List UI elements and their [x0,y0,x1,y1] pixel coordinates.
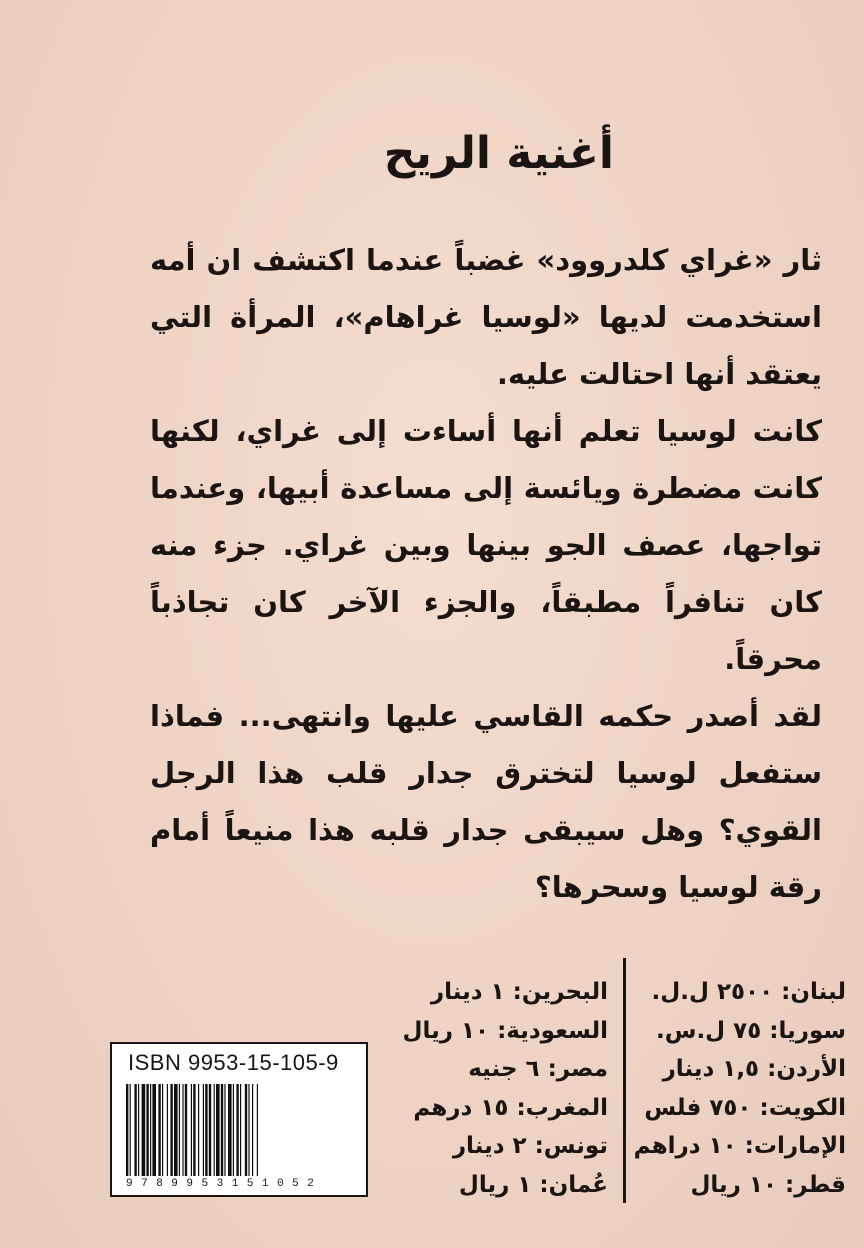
price-item: المغرب: ١٥ درهم [413,1094,608,1121]
synopsis [150,232,822,916]
price-list-right [634,973,846,1204]
price-item: عُمان: ١ ريال [458,1171,608,1198]
synopsis-paragraph-1: ثار «غراي كلدروود» غضباً عندما اكتشف ان أمه استخدمت لديها «لوسيا غراهام»، المرأة التي يعتقد أنها احتالت عليه. [150,243,822,391]
price-item: السعودية: ١٠ ريال [402,1017,608,1044]
isbn-barcode [110,1042,368,1197]
barcode-digits: 9789953151052 [126,1178,323,1190]
price-item: لبنان: ٢٥٠٠ ل.ل. [651,979,846,1005]
price-item: سوريا: ٧٥ ل.س. [655,1017,846,1044]
price-item: قطر: ١٠ ريال [690,1171,846,1198]
price-item: مصر: ٦ جنيه [468,1056,608,1082]
price-item: البحرين: ١ دينار [430,979,608,1005]
price-item: تونس: ٢ دينار [452,1133,608,1159]
book-title: أغنية الريح [383,128,614,179]
barcode-bars [126,1084,356,1176]
synopsis-paragraph-2: كانت لوسيا تعلم أنها أساءت إلى غراي، لكنها كانت مضطرة ويائسة إلى مساعدة أبيها، وعندما تواجها، عصف الجو بينها وبين غراي. جزء منه كان تنافراً مطبقاً، والجزء الآخر كان تجاذباً محرقاً. [150,414,822,676]
synopsis-paragraph-3: لقد أصدر حكمه القاسي عليها وانتهى... فماذا ستفعل لوسيا لتخترق جدار قلب هذا الرجل القوي؟ وهل سيبقى جدار قلبه هذا منيعاً أمام رقة لوسيا وسحرها؟ [150,699,822,904]
price-item: الأردن: ١,٥ دينار [662,1056,846,1082]
isbn-label: ISBN 9953-15-105-9 [128,1050,339,1075]
price-item: الكويت: ٧٥٠ فلس [644,1094,846,1121]
price-list-left [403,973,608,1204]
price-item: الإمارات: ١٠ دراهم [633,1133,846,1159]
price-column-divider [623,958,626,1203]
